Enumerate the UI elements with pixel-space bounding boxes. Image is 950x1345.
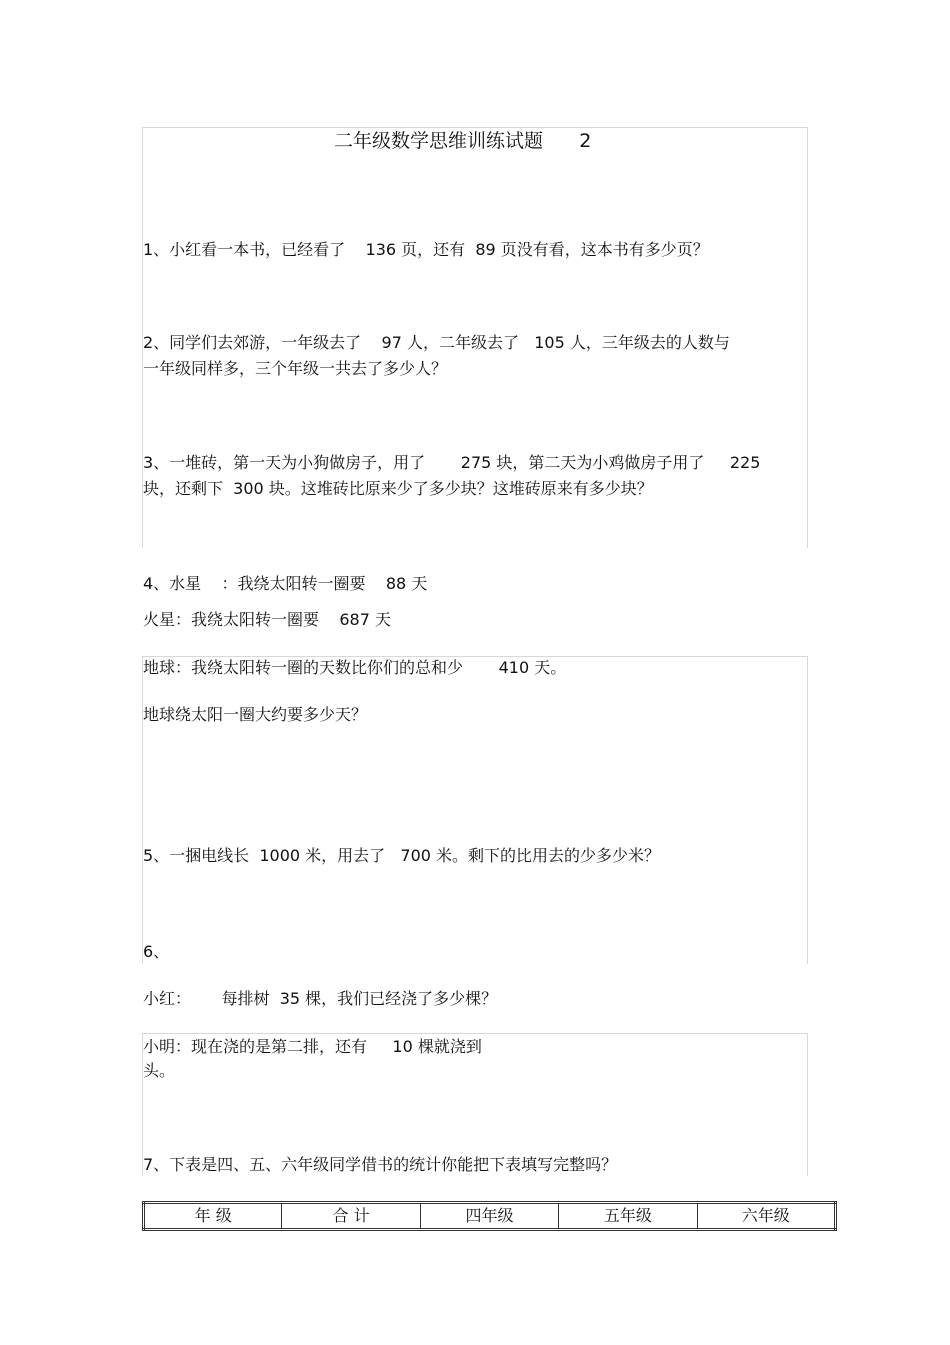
question-7: 7、下表是四、五、六年级同学借书的统计你能把下表填写完整吗？ [143,1155,618,1174]
question-6-line-2: 小明：现在浇的是第二排，还有 10 棵就浇到 [143,1037,482,1056]
question-4-line-1: 4、水星 ：我绕太阳转一圈要 88 天 [143,574,428,593]
question-6-line-3: 头。 [143,1061,176,1080]
table-header-cell: 五年级 [559,1203,697,1230]
question-6-number: 6、 [143,942,170,961]
question-3-line-1: 3、一堆砖，第一天为小狗做房子，用了 275 块，第二天为小鸡做房子用了 225 [143,453,761,472]
question-5: 5、一捆电线长 1000 米，用去了 700 米。剩下的比用去的少多少米？ [143,846,661,865]
question-2-line-2: 一年级同样多，三个年级一共去了多少人？ [143,359,448,378]
question-2-line-1: 2、同学们去郊游，一年级去了 97 人，二年级去了 105 人，三年级去的人数与 [143,333,730,352]
stats-table [142,1201,837,1231]
question-6-line-1: 小红： 每排树 35 棵，我们已经浇了多少棵？ [143,989,498,1008]
table-header-cell: 六年级 [697,1203,835,1230]
table-header-cell: 年 级 [144,1203,282,1230]
table-header-cell: 四年级 [420,1203,558,1230]
question-4-line-2: 火星：我绕太阳转一圈要 687 天 [143,610,391,629]
question-4-line-3: 地球：我绕太阳转一圈的天数比你们的总和少 410 天。 [143,658,567,677]
question-3-line-2: 块，还剩下 300 块。这堆砖比原来少了多少块？这堆砖原来有多少块？ [143,479,653,498]
table-header-cell: 合 计 [282,1203,420,1230]
table-header-row [144,1203,836,1230]
question-1: 1、小红看一本书，已经看了 136 页，还有 89 页没有看，这本书有多少页？ [143,240,709,259]
page-title: 二年级数学思维训练试题 2 [334,130,592,152]
question-4-line-4: 地球绕太阳一圈大约要多少天？ [143,705,368,724]
